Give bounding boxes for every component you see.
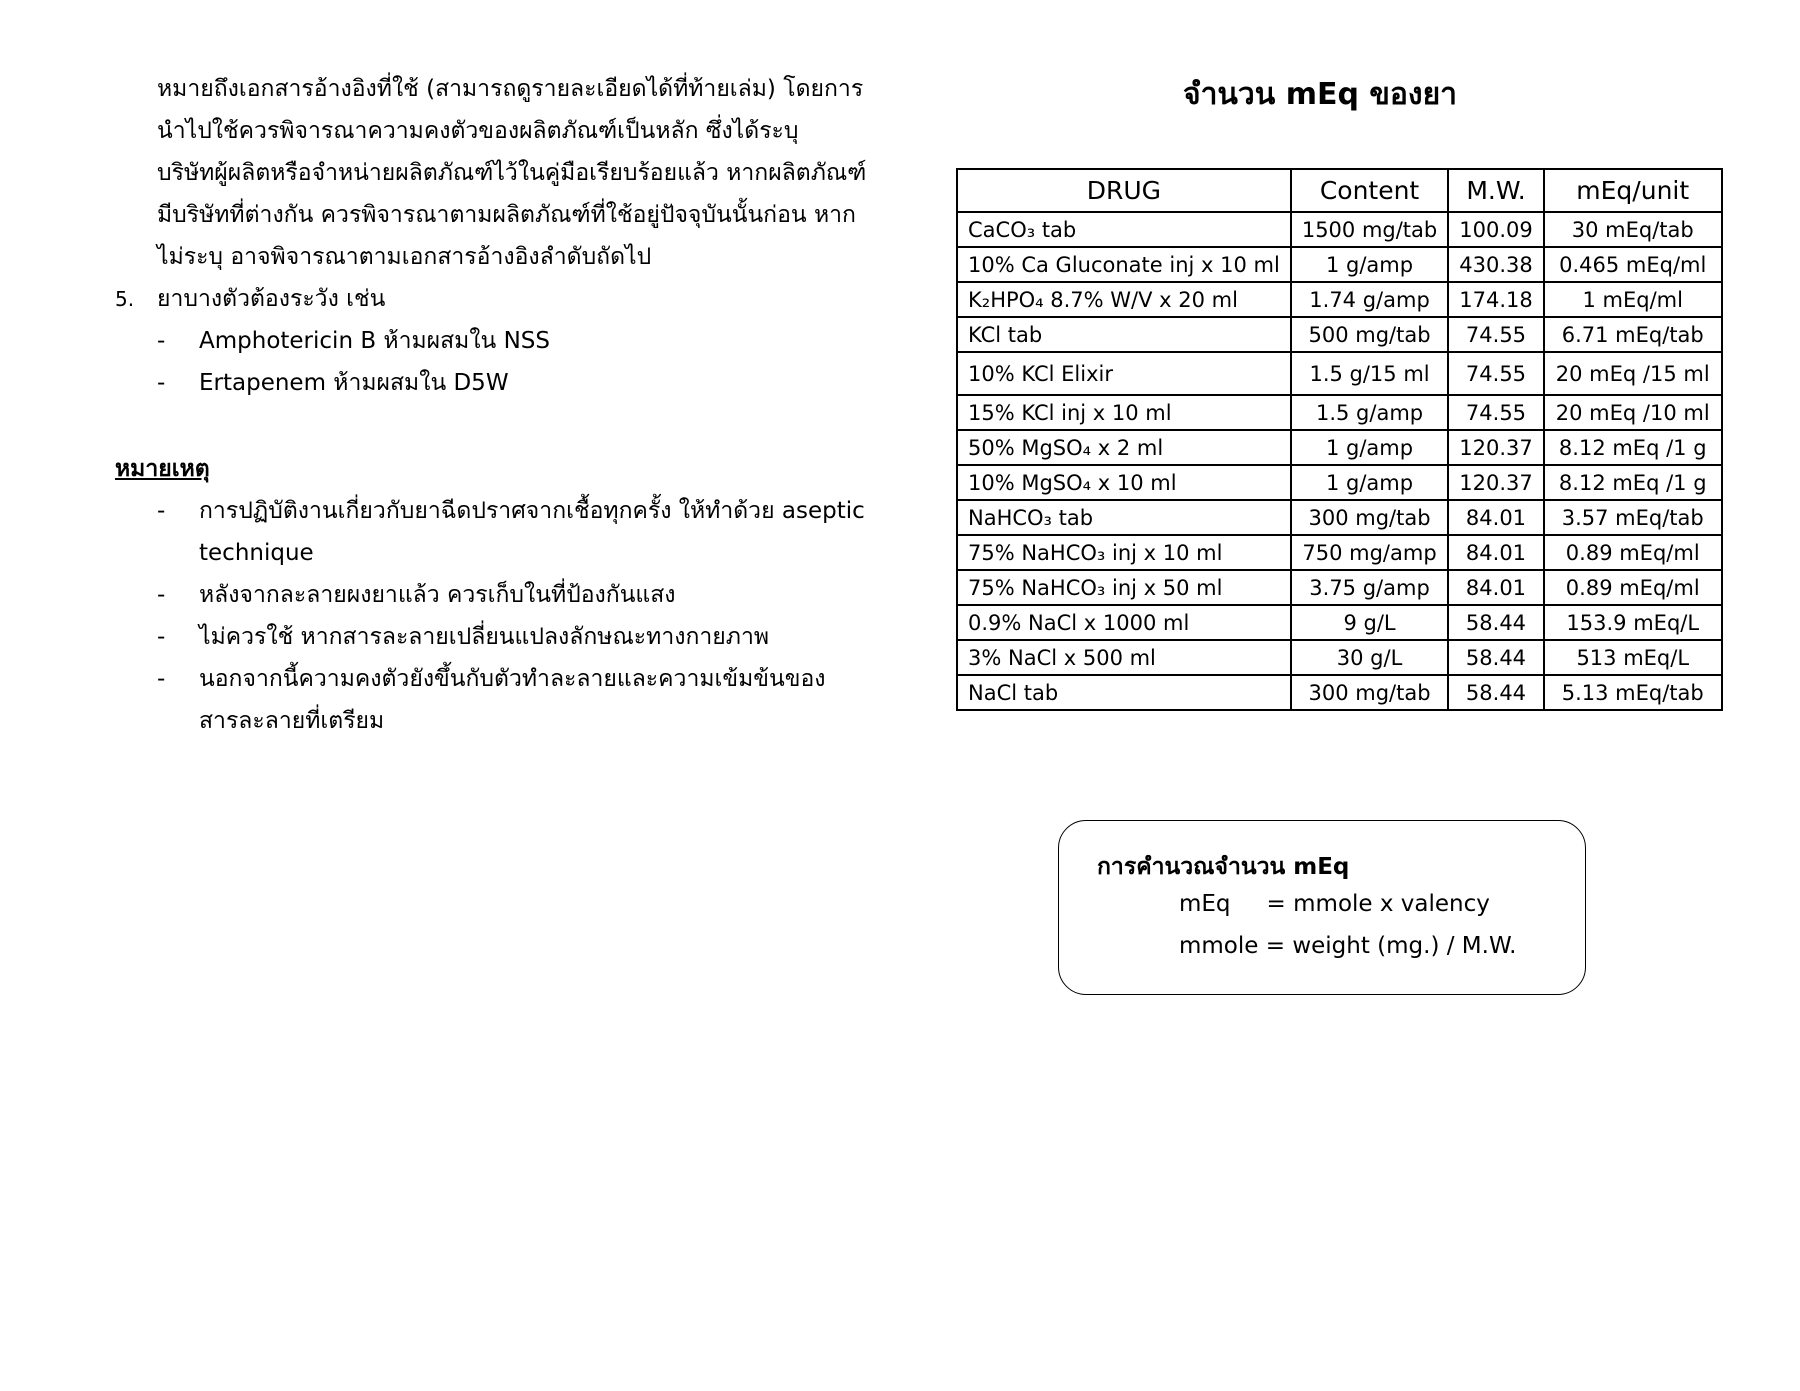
formula-line-meq [1179,891,1490,917]
table-row [957,352,1722,395]
bullet-item [115,320,875,362]
bullet-text: Amphotericin B ห้ามผสมใน NSS [199,328,550,354]
paragraph-line: บริษัทผู้ผลิตหรือจำหน่ายผลิตภัณฑ์ไว้ในคู่มือเรียบร้อยแล้ว หากผลิตภัณฑ์ [157,160,867,186]
table-row [957,570,1722,605]
bullet-text-continued: สารละลายที่เตรียม [199,708,385,734]
cell-content: 300 mg/tab [1291,675,1448,710]
bullet-item [115,362,875,404]
note-bullet [115,574,875,616]
cell-mw: 84.01 [1448,500,1543,535]
formula-line-mmole: mmole = weight (mg.) / M.W. [1179,933,1517,959]
table-row [957,395,1722,430]
bullet-text: หลังจากละลายผงยาแล้ว ควรเก็บในที่ป้องกันแสง [199,582,676,608]
cell-mw: 120.37 [1448,430,1543,465]
cell-meq: 0.89 mEq/ml [1544,535,1722,570]
meq-table [956,168,1723,711]
cell-drug: 3% NaCl x 500 ml [957,640,1291,675]
cell-drug: K₂HPO₄ 8.7% W/V x 20 ml [957,282,1291,317]
cell-mw: 100.09 [1448,212,1543,247]
cell-content: 300 mg/tab [1291,500,1448,535]
cell-meq: 153.9 mEq/L [1544,605,1722,640]
bullet-text: ไม่ควรใช้ หากสารละลายเปลี่ยนแปลงลักษณะทางกายภาพ [199,624,770,650]
cell-meq: 513 mEq/L [1544,640,1722,675]
cell-meq: 0.465 mEq/ml [1544,247,1722,282]
cell-drug: 0.9% NaCl x 1000 ml [957,605,1291,640]
cell-drug: CaCO₃ tab [957,212,1291,247]
formula-lhs: mEq [1179,891,1231,917]
table-row [957,212,1722,247]
cell-meq: 8.12 mEq /1 g [1544,465,1722,500]
table-row [957,282,1722,317]
table-row [957,465,1722,500]
bullet-text-continued: technique [199,540,314,566]
cell-mw: 74.55 [1448,352,1543,395]
bullet-dash: - [157,666,166,692]
cell-mw: 84.01 [1448,535,1543,570]
cell-content: 3.75 g/amp [1291,570,1448,605]
cell-meq: 20 mEq /10 ml [1544,395,1722,430]
cell-content: 1.5 g/15 ml [1291,352,1448,395]
left-column [115,68,875,742]
cell-drug: 10% KCl Elixir [957,352,1291,395]
paragraph-line: ไม่ระบุ อาจพิจารณาตามเอกสารอ้างอิงลำดับถัดไป [157,244,652,270]
note-bullet [115,616,875,658]
table-row [957,430,1722,465]
cell-drug: KCl tab [957,317,1291,352]
cell-drug: 75% NaHCO₃ inj x 50 ml [957,570,1291,605]
header-drug: DRUG [957,169,1291,212]
formula-box [1058,820,1586,995]
note-bullet [115,658,875,742]
cell-mw: 74.55 [1448,395,1543,430]
paragraph-line: มีบริษัทที่ต่างกัน ควรพิจารณาตามผลิตภัณฑ์ที่ใช้อยู่ปัจจุบันนั้นก่อน หาก [157,202,856,228]
formula-rhs: = mmole x valency [1266,891,1490,917]
cell-mw: 58.44 [1448,605,1543,640]
table-row [957,535,1722,570]
cell-drug: NaHCO₃ tab [957,500,1291,535]
cell-content: 1 g/amp [1291,430,1448,465]
meq-table-title: จำนวน mEq ของยา [1183,77,1457,112]
cell-content: 750 mg/amp [1291,535,1448,570]
cell-content: 1.5 g/amp [1291,395,1448,430]
cell-content: 1 g/amp [1291,247,1448,282]
bullet-dash: - [157,498,166,524]
cell-mw: 120.37 [1448,465,1543,500]
cell-drug: 50% MgSO₄ x 2 ml [957,430,1291,465]
cell-meq: 8.12 mEq /1 g [1544,430,1722,465]
bullet-dash: - [157,582,166,608]
cell-drug: 75% NaHCO₃ inj x 10 ml [957,535,1291,570]
cell-meq: 5.13 mEq/tab [1544,675,1722,710]
bullet-text: นอกจากนี้ความคงตัวยังขึ้นกับตัวทำละลายและความเข้มข้นของ [199,666,826,692]
table-row [957,640,1722,675]
cell-mw: 174.18 [1448,282,1543,317]
cell-meq: 6.71 mEq/tab [1544,317,1722,352]
table-body [957,212,1722,710]
cell-content: 1 g/amp [1291,465,1448,500]
table-row [957,500,1722,535]
table-header-row [957,169,1722,212]
cell-content: 1.74 g/amp [1291,282,1448,317]
bullet-text: Ertapenem ห้ามผสมใน D5W [199,370,509,396]
bullet-dash: - [157,624,166,650]
bullet-dash: - [157,328,166,354]
cell-drug: 15% KCl inj x 10 ml [957,395,1291,430]
cell-mw: 430.38 [1448,247,1543,282]
item-text: ยาบางตัวต้องระวัง เช่น [157,286,386,312]
cell-mw: 74.55 [1448,317,1543,352]
cell-content: 500 mg/tab [1291,317,1448,352]
cell-drug: NaCl tab [957,675,1291,710]
cell-mw: 84.01 [1448,570,1543,605]
cell-meq: 3.57 mEq/tab [1544,500,1722,535]
cell-content: 30 g/L [1291,640,1448,675]
cell-meq: 30 mEq/tab [1544,212,1722,247]
paragraph-line: หมายถึงเอกสารอ้างอิงที่ใช้ (สามารถดูรายละเอียดได้ที่ท้ายเล่ม) โดยการ [157,76,864,102]
item-number: 5. [115,287,135,311]
header-meq-unit: mEq/unit [1544,169,1722,212]
note-bullet [115,490,875,574]
cell-content: 1500 mg/tab [1291,212,1448,247]
cell-mw: 58.44 [1448,675,1543,710]
table-row [957,317,1722,352]
cell-content: 9 g/L [1291,605,1448,640]
cell-drug: 10% Ca Gluconate inj x 10 ml [957,247,1291,282]
table-row [957,247,1722,282]
note-heading: หมายเหตุ [115,456,210,482]
bullet-dash: - [157,370,166,396]
header-mw: M.W. [1448,169,1543,212]
bullet-text: การปฏิบัติงานเกี่ยวกับยาฉีดปราศจากเชื้อทุกครั้ง ให้ทำด้วย aseptic [199,498,865,524]
reference-paragraph [115,68,875,278]
cell-mw: 58.44 [1448,640,1543,675]
numbered-item-5 [115,278,875,320]
cell-meq: 0.89 mEq/ml [1544,570,1722,605]
cell-meq: 20 mEq /15 ml [1544,352,1722,395]
table-row [957,675,1722,710]
cell-drug: 10% MgSO₄ x 10 ml [957,465,1291,500]
cell-meq: 1 mEq/ml [1544,282,1722,317]
table-row [957,605,1722,640]
header-content: Content [1291,169,1448,212]
paragraph-line: นำไปใช้ควรพิจารณาความคงตัวของผลิตภัณฑ์เป็นหลัก ซึ่งได้ระบุ [157,118,799,144]
formula-title: การคำนวณจำนวน mEq [1097,854,1350,880]
